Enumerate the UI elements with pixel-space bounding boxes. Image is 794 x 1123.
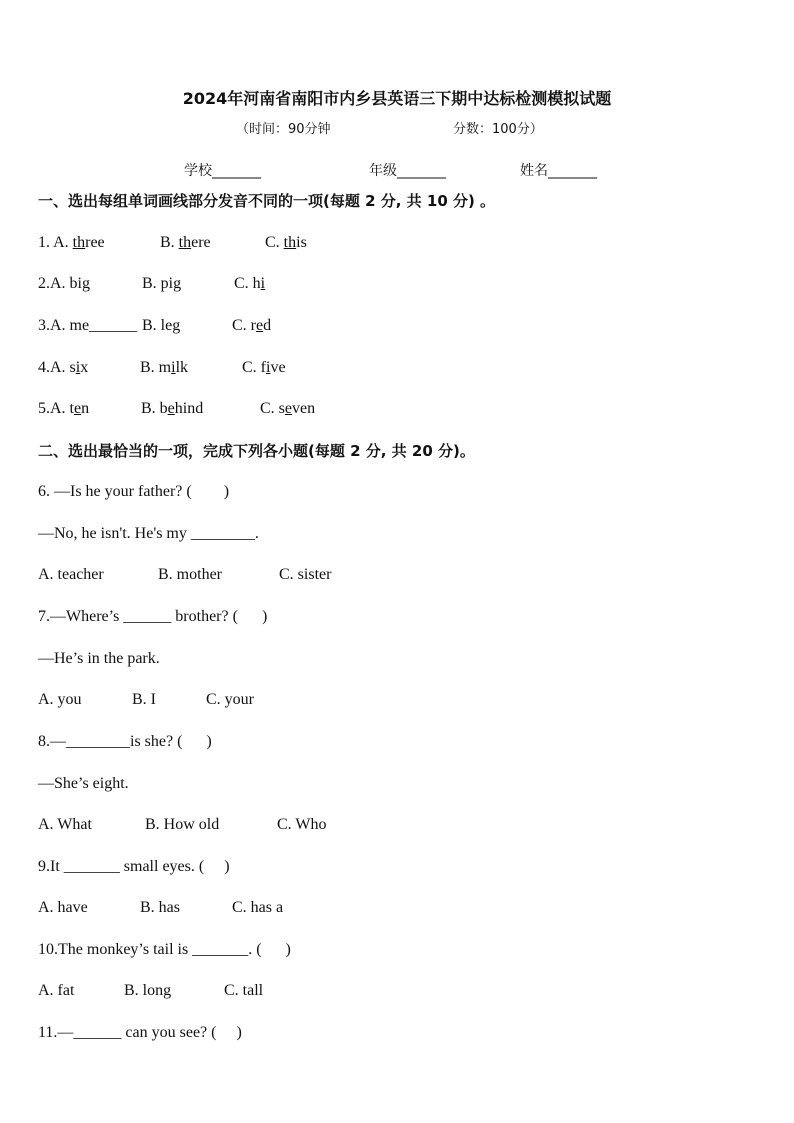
school-field: 学校_______ (184, 163, 261, 179)
question-8-stem: 8.—________is she? ( ) (38, 733, 212, 750)
section-1-heading: 一、选出每组单词画线部分发音不同的一项(每题 2 分, 共 10 分) 。 (38, 192, 496, 210)
question-8-reply: —She’s eight. (38, 775, 129, 792)
question-6-option-c: C. sister (279, 566, 332, 583)
question-2-option-b: B. pig (142, 275, 182, 292)
question-10-option-c: C. tall (224, 982, 264, 999)
section-2-heading: 二、选出最恰当的一项，完成下列各小题(每题 2 分, 共 20 分)。 (38, 442, 475, 460)
question-7-option-a: A. you (38, 691, 82, 708)
grade-field: 年级_______ (369, 163, 446, 179)
question-9-stem: 9.It _______ small eyes. ( ) (38, 858, 230, 875)
question-3-option-a: 3.A. me______ (38, 317, 138, 334)
question-5-option-c: C. seven (260, 400, 316, 417)
question-9-option-a: A. have (38, 899, 88, 916)
question-7-option-c: C. your (206, 691, 254, 708)
question-9-option-c: C. has a (232, 899, 284, 916)
question-5-option-a: 5.A. ten (38, 400, 90, 417)
question-7-stem: 7.—Where’s ______ brother? ( ) (38, 608, 268, 625)
question-8-option-a: A. What (38, 816, 92, 833)
question-5-option-b: B. behind (141, 400, 204, 417)
question-3-option-c: C. red (232, 317, 272, 334)
question-6-option-a: A. teacher (38, 566, 104, 583)
question-7-option-b: B. I (132, 691, 156, 708)
question-7-reply: —He’s in the park. (38, 650, 160, 667)
question-6-option-b: B. mother (158, 566, 222, 583)
page-title: 2024年河南省南阳市内乡县英语三下期中达标检测模拟试题 (182, 89, 612, 108)
question-4-option-a: 4.A. six (38, 359, 89, 376)
question-10-option-a: A. fat (38, 982, 75, 999)
question-1-option-c: C. this (265, 234, 307, 251)
question-2-option-c: C. hi (234, 275, 266, 292)
question-8-option-c: C. Who (277, 816, 327, 833)
question-11-stem: 11.—______ can you see? ( ) (38, 1024, 242, 1041)
question-1-option-a: 1. A. three (38, 234, 105, 251)
question-4-option-c: C. five (242, 359, 286, 376)
question-10-stem: 10.The monkey’s tail is _______. ( ) (38, 941, 291, 958)
name-field: 姓名_______ (520, 163, 597, 179)
question-8-option-b: B. How old (145, 816, 220, 833)
question-1-option-b: B. there (160, 234, 211, 251)
question-4-option-b: B. milk (140, 359, 189, 376)
exam-score: 分数：100分） (453, 122, 543, 137)
exam-time: （时间：90分钟 (236, 122, 331, 137)
question-6-reply: —No, he isn't. He's my ________. (38, 525, 259, 542)
question-10-option-b: B. long (124, 982, 172, 999)
question-9-option-b: B. has (140, 899, 180, 916)
question-6-stem: 6. —Is he your father? ( ) (38, 483, 230, 500)
question-3-option-b: B. leg (142, 317, 181, 334)
question-2-option-a: 2.A. big (38, 275, 90, 292)
